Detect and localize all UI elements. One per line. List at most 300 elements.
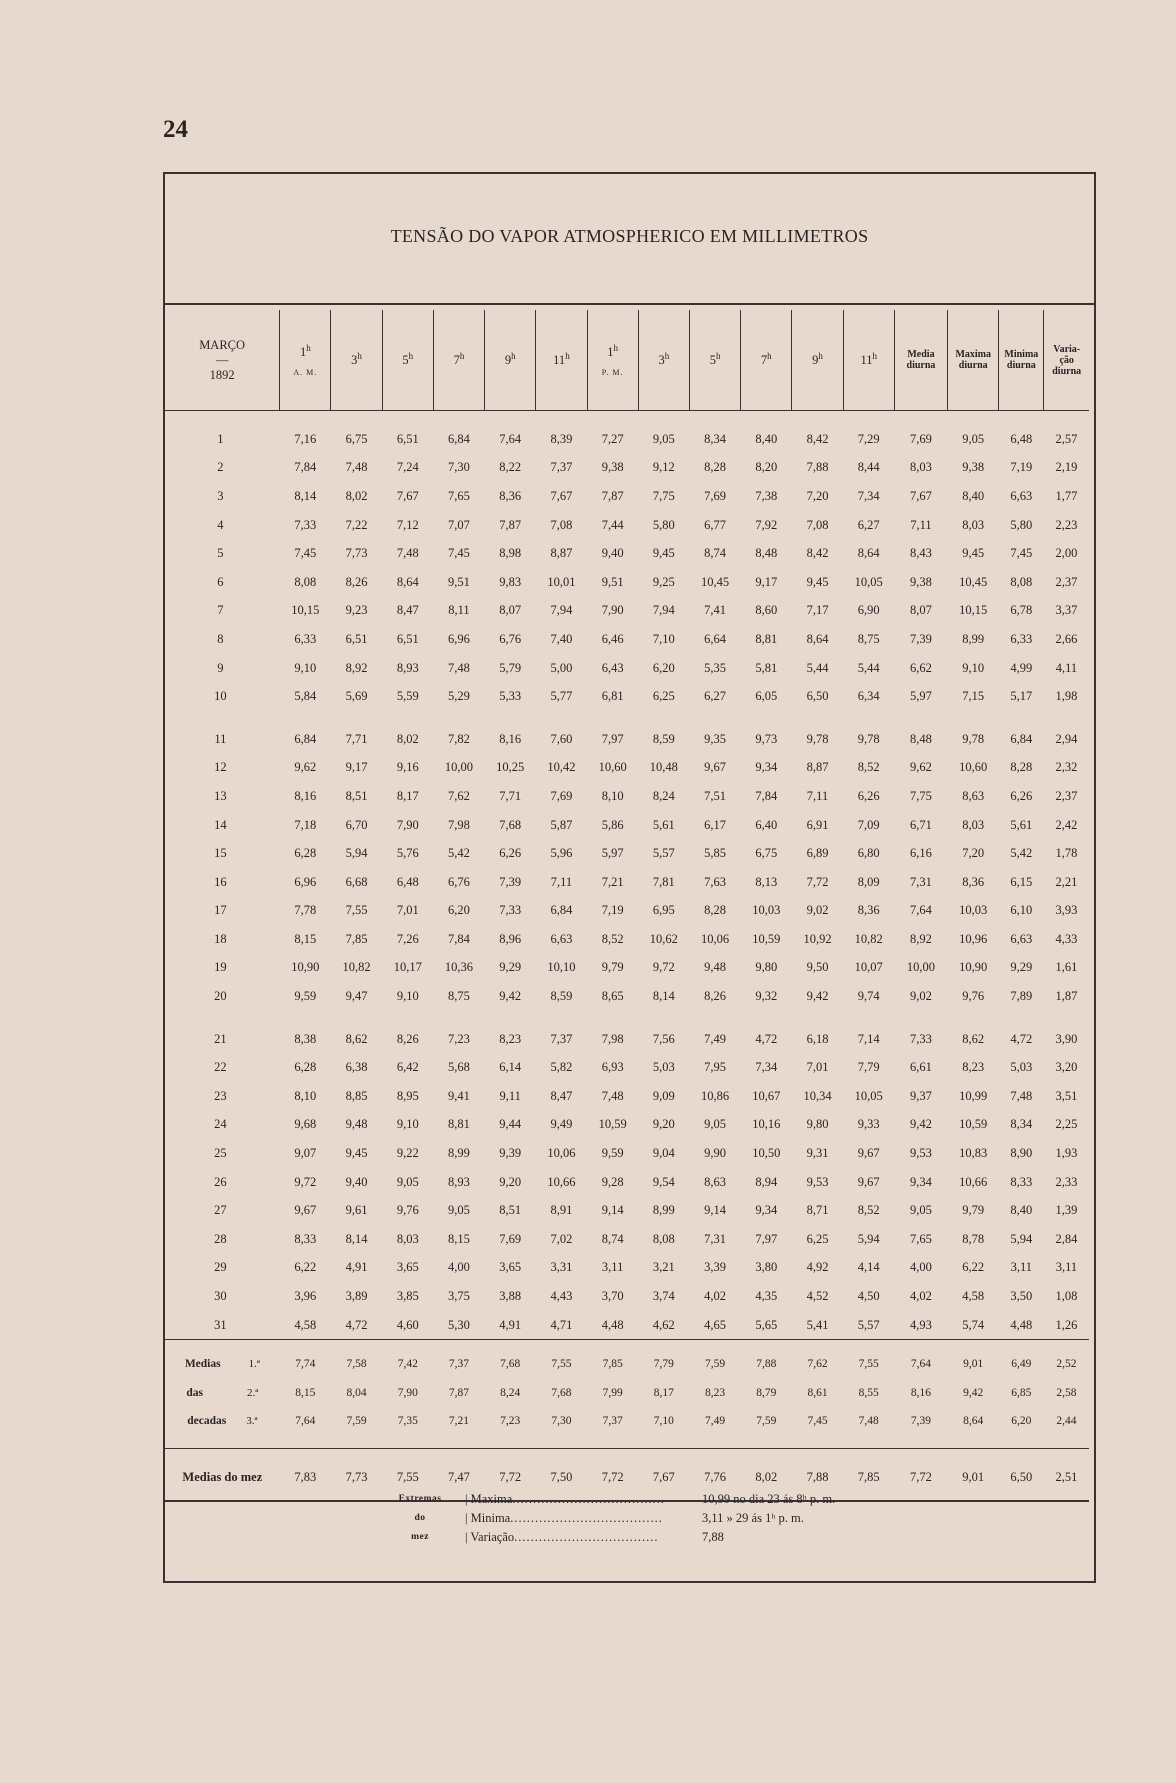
value-cell: 7,95 (704, 1060, 727, 1075)
value-cell: 9,83 (499, 574, 522, 589)
value-cell: 3,96 (294, 1289, 317, 1304)
value-cell: 7,55 (382, 1449, 433, 1501)
day-cell: 9 (217, 660, 224, 675)
day-cell: 13 (214, 788, 227, 803)
value-cell: 8,52 (857, 1203, 880, 1218)
hour-header (792, 310, 843, 411)
day-cell: 8 (217, 631, 224, 646)
day-cell: 19 (214, 960, 227, 975)
table-row (165, 539, 1089, 568)
value-cell: 8,60 (755, 603, 778, 618)
value-cell: 7,69 (499, 1231, 522, 1246)
value-cell: 5,03 (1010, 1060, 1033, 1075)
hour-header (638, 310, 689, 411)
value-cell: 7,50 (536, 1449, 587, 1501)
value-cell: 9,39 (499, 1146, 522, 1161)
value-cell: 6,85 (1011, 1386, 1032, 1399)
value-cell: 3,51 (1055, 1088, 1078, 1103)
table-row (165, 654, 1089, 683)
value-cell: 2,66 (1055, 631, 1078, 646)
value-cell: 2,19 (1055, 460, 1078, 475)
value-cell: 9,67 (704, 760, 727, 775)
hour-label: 3 (351, 353, 358, 368)
value-cell: 10,03 (752, 903, 781, 918)
value-cell: 9,62 (294, 760, 317, 775)
value-cell: 7,64 (280, 1408, 331, 1449)
table-row (165, 454, 1089, 483)
extreme-group-label: Extremas (398, 1494, 442, 1504)
value-cell: 1,78 (1055, 846, 1078, 861)
value-cell: 7,85 (843, 1449, 894, 1501)
value-cell: 7,82 (448, 731, 470, 746)
value-cell: 7,19 (1010, 460, 1033, 475)
value-cell: 10,82 (342, 960, 371, 975)
value-cell: 4,50 (857, 1289, 880, 1304)
value-cell: 7,01 (396, 903, 419, 918)
table-frame (163, 172, 1096, 1583)
value-cell: 9,61 (345, 1203, 368, 1218)
value-cell: 8,65 (601, 989, 624, 1004)
value-cell: 1,08 (1055, 1289, 1078, 1304)
month-extremes (385, 1490, 985, 1547)
hour-mark: h (408, 351, 414, 362)
value-cell: 3,80 (755, 1260, 778, 1275)
value-cell: 7,39 (894, 1408, 947, 1449)
value-cell: 5,94 (857, 1231, 880, 1246)
day-cell: 10 (214, 689, 227, 704)
value-cell: 4,48 (1010, 1317, 1033, 1332)
value-cell: 10,92 (803, 931, 832, 946)
value-cell: 10,07 (854, 960, 883, 975)
value-cell: 10,15 (959, 603, 988, 618)
day-cell: 23 (214, 1088, 227, 1103)
value-cell: 8,10 (601, 788, 624, 803)
decade-number: 3.ª (246, 1415, 258, 1428)
value-cell: 8,59 (652, 731, 675, 746)
value-cell: 6,84 (550, 903, 573, 918)
ampm-label: A. M. (293, 368, 318, 378)
value-cell: 7,21 (433, 1408, 484, 1449)
value-cell: 8,03 (396, 1231, 419, 1246)
value-cell: 5,87 (550, 817, 573, 832)
value-cell: 6,10 (1010, 903, 1033, 918)
value-cell: 7,73 (331, 1449, 382, 1501)
table-row (165, 1053, 1089, 1082)
value-cell: 6,33 (294, 631, 317, 646)
hour-header (331, 310, 382, 411)
value-cell: 8,43 (910, 546, 932, 561)
hour-mark: h (872, 351, 877, 362)
table-row (165, 625, 1089, 654)
value-cell: 4,71 (550, 1317, 573, 1332)
value-cell: 8,64 (948, 1408, 999, 1449)
value-cell: 7,24 (396, 460, 419, 475)
table-row (165, 1011, 1089, 1054)
value-cell: 8,47 (396, 603, 419, 618)
hour-label: 3 (658, 353, 665, 368)
value-cell: 2,94 (1055, 731, 1078, 746)
decade-label-word: decadas (187, 1415, 227, 1428)
day-cell: 2 (217, 460, 224, 475)
value-cell: 2,42 (1055, 817, 1078, 832)
value-cell: 4,72 (755, 1031, 778, 1046)
value-cell: 9,38 (601, 460, 624, 475)
table-body (165, 411, 1089, 1501)
value-cell: 5,80 (1010, 517, 1033, 532)
value-cell: 9,42 (499, 989, 522, 1004)
extreme-leader-dots: ................................... (514, 1530, 659, 1544)
value-cell: 5,44 (857, 660, 880, 675)
day-cell: 30 (214, 1289, 227, 1304)
value-cell: 2,37 (1055, 574, 1078, 589)
value-cell: 8,17 (653, 1386, 674, 1399)
value-cell: 7,35 (382, 1408, 433, 1449)
value-cell: 6,76 (448, 874, 470, 889)
value-cell: 8,75 (448, 989, 470, 1004)
hour-header (843, 310, 894, 411)
value-cell: 6,43 (601, 660, 624, 675)
value-cell: 6,70 (345, 817, 368, 832)
value-cell: 7,29 (857, 431, 880, 446)
hour-mark: h (511, 351, 516, 362)
hour-header (382, 310, 433, 411)
value-cell: 10,03 (959, 903, 988, 918)
value-cell: 9,78 (806, 731, 829, 746)
value-cell: 8,52 (601, 931, 624, 946)
day-cell: 15 (214, 846, 227, 861)
table-row (165, 1111, 1089, 1140)
value-cell: 6,28 (294, 1060, 317, 1075)
value-cell: 8,23 (705, 1386, 726, 1399)
month-dash: — (215, 352, 229, 367)
value-cell: 9,14 (601, 1203, 624, 1218)
value-cell: 6,89 (806, 846, 829, 861)
value-cell: 8,26 (704, 989, 727, 1004)
value-cell: 3,70 (601, 1289, 624, 1304)
summary-header-line: diurna (958, 360, 988, 371)
value-cell: 5,00 (550, 660, 573, 675)
value-cell: 7,01 (806, 1060, 829, 1075)
value-cell: 10,59 (752, 931, 781, 946)
value-cell: 10,00 (444, 760, 474, 775)
value-cell: 8,28 (1010, 760, 1033, 775)
decade-label-word: Medias (184, 1358, 221, 1371)
hour-label: 9 (504, 353, 512, 368)
value-cell: 8,94 (755, 1174, 778, 1189)
value-cell: 7,31 (910, 874, 932, 889)
value-cell: 2,32 (1055, 760, 1078, 775)
extreme-leader-dots: ..................................... (512, 1492, 665, 1506)
day-cell: 4 (217, 517, 224, 532)
value-cell: 7,16 (294, 431, 317, 446)
value-cell: 10,90 (959, 960, 988, 975)
value-cell: 6,20 (652, 660, 675, 675)
value-cell: 6,48 (396, 874, 419, 889)
value-cell: 10,86 (701, 1088, 730, 1103)
hour-header (280, 310, 331, 411)
value-cell: 7,39 (499, 874, 522, 889)
value-cell: 6,91 (806, 817, 829, 832)
table-row (165, 782, 1089, 811)
hour-label: 7 (453, 353, 460, 368)
value-cell: 8,71 (806, 1203, 829, 1218)
summary-header-line: ção (1059, 354, 1074, 366)
value-cell: 5,80 (652, 517, 675, 532)
value-cell: 1,98 (1055, 689, 1078, 704)
value-cell: 7,33 (910, 1031, 932, 1046)
table-row (165, 482, 1089, 511)
day-cell: 20 (214, 989, 227, 1004)
value-cell: 5,59 (396, 689, 419, 704)
value-cell: 1,77 (1055, 488, 1078, 503)
value-cell: 7,48 (448, 660, 470, 675)
value-cell: 2,33 (1055, 1174, 1078, 1189)
value-cell: 10,99 (959, 1088, 988, 1103)
table-row (165, 754, 1089, 783)
value-cell: 8,42 (806, 546, 829, 561)
day-cell: 22 (214, 1060, 227, 1075)
value-cell: 9,37 (910, 1088, 932, 1103)
value-cell: 7,74 (280, 1340, 331, 1379)
value-cell: 7,08 (550, 517, 573, 532)
value-cell: 8,14 (345, 1231, 368, 1246)
value-cell: 7,12 (396, 517, 419, 532)
value-cell: 7,72 (587, 1449, 638, 1501)
value-cell: 9,35 (704, 731, 727, 746)
value-cell: 5,44 (806, 660, 829, 675)
value-cell: 6,84 (1010, 731, 1033, 746)
value-cell: 7,76 (689, 1449, 740, 1501)
value-cell: 8,24 (652, 788, 675, 803)
value-cell: 9,76 (962, 989, 985, 1004)
day-cell: 17 (214, 903, 227, 918)
value-cell: 2,21 (1055, 874, 1078, 889)
value-cell: 10,60 (959, 760, 988, 775)
value-cell: 7,62 (448, 788, 470, 803)
value-cell: 8,51 (345, 788, 368, 803)
value-cell: 6,63 (550, 931, 573, 946)
value-cell: 9,53 (806, 1174, 829, 1189)
value-cell: 3,11 (1055, 1260, 1078, 1275)
value-cell: 5,94 (1010, 1231, 1033, 1246)
summary-header (894, 310, 947, 411)
value-cell: 9,67 (857, 1174, 880, 1189)
value-cell: 9,17 (755, 574, 778, 589)
hour-mark: h (818, 351, 823, 362)
value-cell: 9,38 (910, 574, 932, 589)
value-cell: 8,11 (448, 603, 470, 618)
value-cell: 8,33 (294, 1231, 317, 1246)
value-cell: 10,66 (959, 1174, 988, 1189)
value-cell: 8,03 (962, 517, 985, 532)
value-cell: 8,99 (448, 1146, 470, 1161)
value-cell: 9,51 (601, 574, 624, 589)
value-cell: 8,08 (294, 574, 317, 589)
value-cell: 4,52 (806, 1289, 829, 1304)
value-cell: 8,15 (294, 931, 317, 946)
value-cell: 8,16 (910, 1386, 932, 1399)
value-cell: 9,02 (806, 903, 829, 918)
value-cell: 4,43 (550, 1289, 573, 1304)
value-cell: 8,64 (806, 631, 829, 646)
hour-label: 1 (607, 345, 614, 360)
value-cell: 7,64 (910, 903, 932, 918)
extreme-label-group (465, 1509, 663, 1528)
value-cell: 6,78 (1010, 603, 1033, 618)
value-cell: 8,34 (1010, 1117, 1033, 1132)
value-cell: 8,38 (294, 1031, 317, 1046)
value-cell: 7,87 (499, 517, 522, 532)
value-cell: 3,93 (1055, 903, 1078, 918)
value-cell: 9,22 (396, 1146, 419, 1161)
value-cell: 7,79 (857, 1060, 880, 1075)
value-cell: 7,59 (741, 1408, 792, 1449)
value-cell: 7,88 (741, 1340, 792, 1379)
value-cell: 3,20 (1055, 1060, 1078, 1075)
value-cell: 7,30 (536, 1408, 587, 1449)
value-cell: 8,26 (396, 1031, 419, 1046)
summary-header (1044, 310, 1089, 411)
value-cell: 10,06 (547, 1146, 576, 1161)
title-divider (165, 303, 1094, 305)
value-cell: 8,40 (755, 431, 778, 446)
value-cell: 5,61 (1010, 817, 1033, 832)
value-cell: 6,81 (601, 689, 624, 704)
value-cell: 3,88 (499, 1289, 522, 1304)
value-cell: 6,42 (396, 1060, 419, 1075)
value-cell: 7,65 (448, 488, 470, 503)
value-cell: 6,51 (396, 631, 419, 646)
value-cell: 8,74 (601, 1231, 624, 1246)
value-cell: 6,46 (601, 631, 624, 646)
value-cell: 5,35 (704, 660, 727, 675)
value-cell: 8,81 (755, 631, 778, 646)
value-cell: 8,95 (396, 1088, 419, 1103)
day-cell: 6 (217, 574, 224, 589)
decade-mean-row (165, 1379, 1089, 1408)
value-cell: 7,98 (448, 817, 470, 832)
value-cell: 3,21 (652, 1260, 675, 1275)
value-cell: 6,51 (345, 631, 368, 646)
value-cell: 8,90 (1010, 1146, 1033, 1161)
value-cell: 7,68 (485, 1340, 536, 1379)
value-cell: 7,21 (601, 874, 624, 889)
value-cell: 8,23 (962, 1060, 985, 1075)
value-cell: 9,72 (294, 1174, 317, 1189)
value-cell: 8,04 (346, 1386, 367, 1399)
value-cell: 8,87 (550, 546, 573, 561)
value-cell: 8,78 (962, 1231, 985, 1246)
value-cell: 9,29 (1010, 960, 1033, 975)
value-cell: 7,97 (601, 731, 624, 746)
value-cell: 5,97 (910, 689, 932, 704)
value-cell: 7,87 (448, 1386, 470, 1399)
value-cell: 2,52 (1044, 1340, 1089, 1379)
value-cell: 9,59 (601, 1146, 624, 1161)
value-cell: 9,73 (755, 731, 778, 746)
decade-label (165, 1379, 280, 1408)
value-cell: 6,62 (910, 660, 932, 675)
value-cell: 7,64 (894, 1340, 947, 1379)
value-cell: 8,99 (962, 631, 985, 646)
day-cell: 12 (214, 760, 227, 775)
summary-header (948, 310, 999, 411)
decade-mean-row (165, 1340, 1089, 1379)
value-cell: 7,45 (448, 546, 470, 561)
value-cell: 8,15 (295, 1386, 316, 1399)
value-cell: 10,96 (959, 931, 988, 946)
value-cell: 10,83 (959, 1146, 988, 1161)
value-cell: 5,03 (652, 1060, 675, 1075)
value-cell: 8,99 (652, 1203, 675, 1218)
month-year: 1892 (209, 367, 235, 382)
day-cell: 14 (214, 817, 227, 832)
value-cell: 9,54 (652, 1174, 675, 1189)
value-cell: 9,29 (499, 960, 522, 975)
value-cell: 7,71 (499, 788, 522, 803)
value-cell: 9,62 (910, 760, 932, 775)
value-cell: 7,02 (550, 1231, 573, 1246)
value-cell: 9,01 (948, 1340, 999, 1379)
value-cell: 6,80 (857, 846, 880, 861)
value-cell: 6,90 (857, 603, 880, 618)
decade-mean-row (165, 1408, 1089, 1449)
value-cell: 7,38 (755, 488, 778, 503)
value-cell: 7,45 (792, 1408, 843, 1449)
value-cell: 7,68 (551, 1386, 572, 1399)
value-cell: 5,57 (857, 1317, 880, 1332)
hour-mark: h (664, 351, 670, 362)
value-cell: 5,81 (755, 660, 778, 675)
hour-header (741, 310, 792, 411)
value-cell: 7,65 (910, 1231, 932, 1246)
value-cell: 5,33 (499, 689, 522, 704)
value-cell: 4,00 (910, 1260, 932, 1275)
value-cell: 10,59 (598, 1117, 627, 1132)
table-row (165, 1082, 1089, 1111)
extreme-group-label: do (414, 1513, 426, 1523)
value-cell: 4,99 (1010, 660, 1033, 675)
value-cell: 7,94 (652, 603, 675, 618)
value-cell: 9,67 (857, 1146, 880, 1161)
day-cell: 31 (214, 1317, 227, 1332)
day-cell: 28 (214, 1231, 227, 1246)
value-cell: 10,01 (547, 574, 576, 589)
value-cell: 4,72 (1010, 1031, 1033, 1046)
table-title: TENSÃO DO VAPOR ATMOSPHERICO EM MILLIMETROS (390, 226, 869, 246)
extreme-row (385, 1509, 985, 1528)
value-cell: 7,63 (704, 874, 727, 889)
value-cell: 7,34 (755, 1060, 778, 1075)
value-cell: 9,79 (962, 1203, 985, 1218)
value-cell: 2,00 (1055, 546, 1078, 561)
value-cell: 6,50 (999, 1449, 1044, 1501)
extreme-leader-dots: ..................................... (510, 1511, 663, 1525)
day-cell: 3 (217, 488, 224, 503)
value-cell: 7,56 (652, 1031, 675, 1046)
value-cell: 6,28 (294, 846, 317, 861)
value-cell: 6,17 (704, 817, 727, 832)
value-cell: 7,69 (704, 488, 727, 503)
value-cell: 6,84 (448, 431, 470, 446)
table-row (165, 597, 1089, 626)
table-row (165, 839, 1089, 868)
hour-label: 5 (709, 353, 716, 368)
value-cell: 3,31 (550, 1260, 573, 1275)
value-cell: 7,67 (550, 488, 573, 503)
value-cell: 9,10 (396, 1117, 419, 1132)
day-cell: 29 (214, 1260, 227, 1275)
